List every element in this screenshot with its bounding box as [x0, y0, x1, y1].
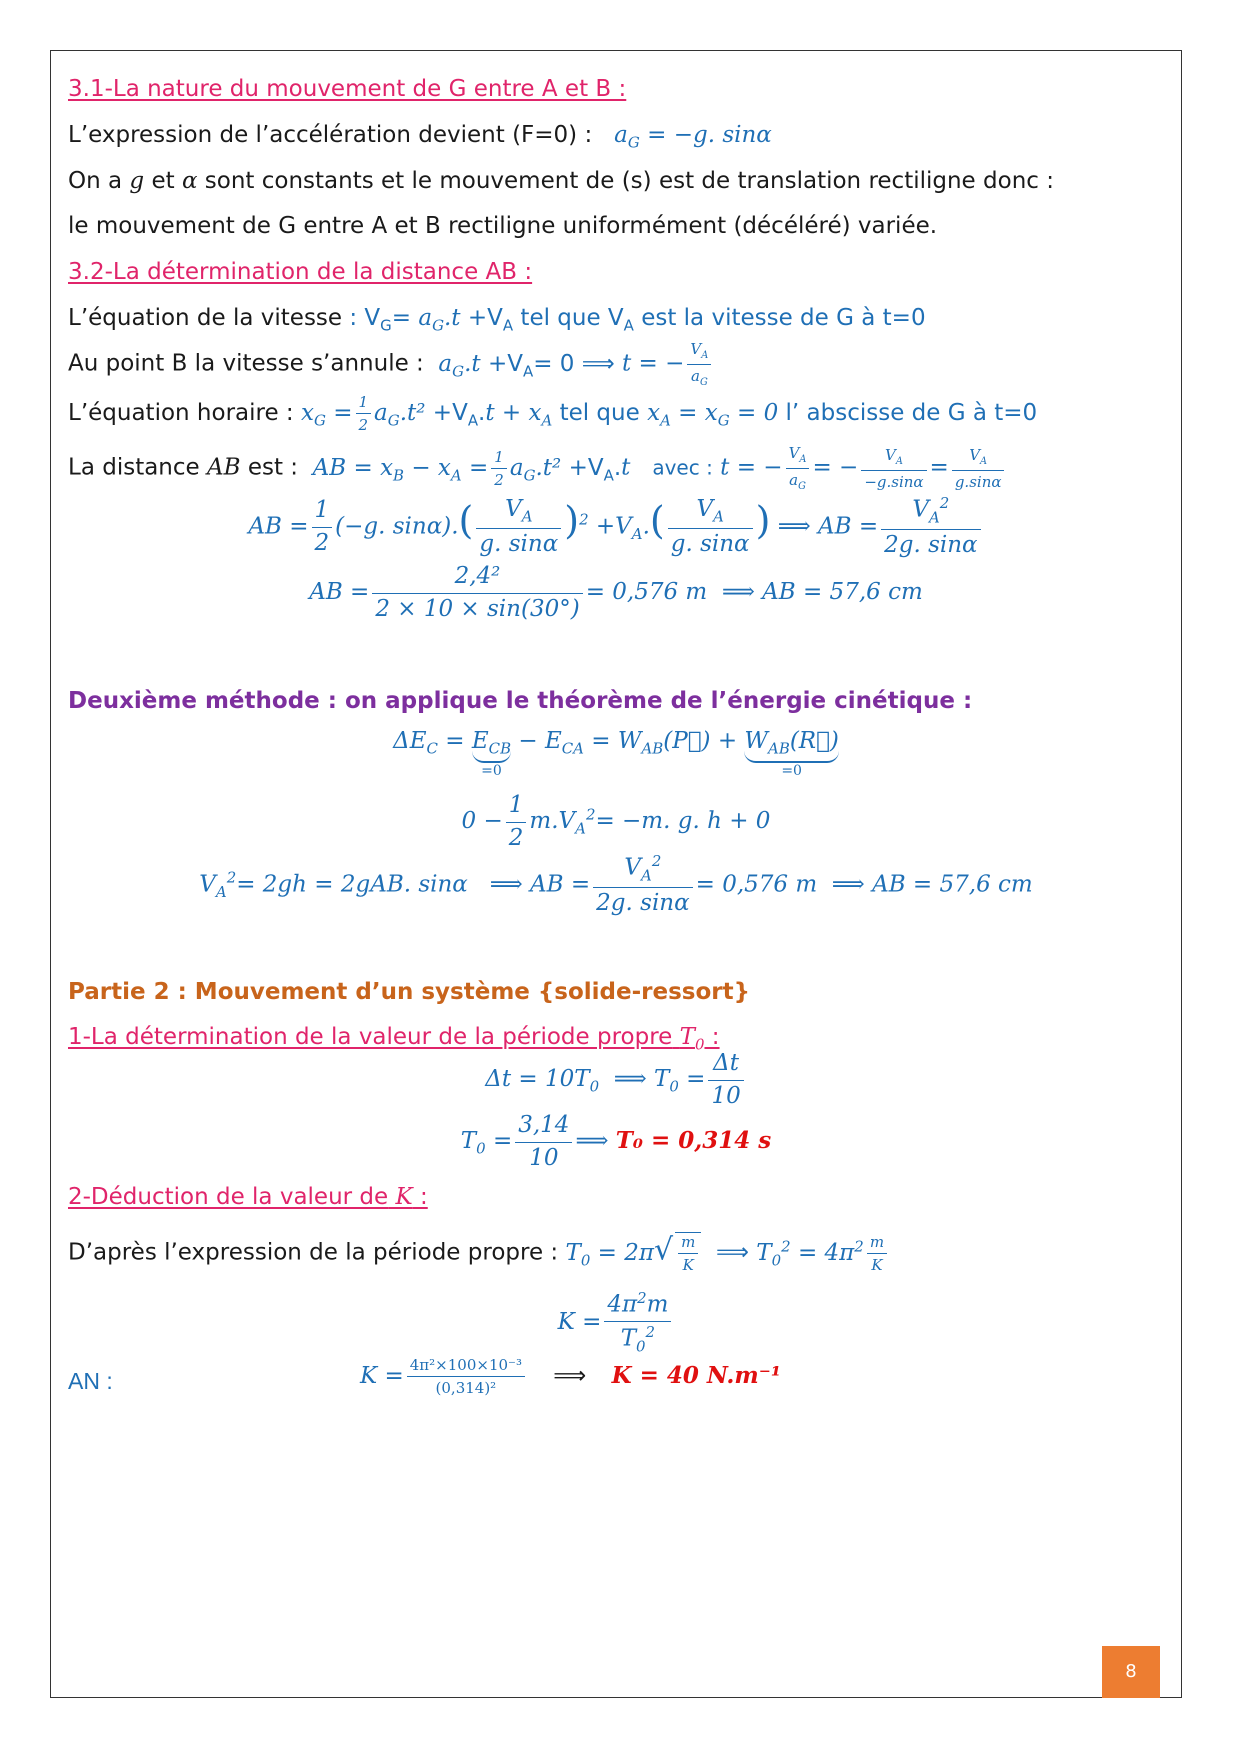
k-numeric-line: K = $\frac{\text{4π²×100×10⁻³}}{\text{(0,314)²}}$ ⟹ K = 40 N.m⁻¹ [360, 1356, 781, 1397]
zero-label-1: =0 [481, 762, 502, 779]
velocity-equation-text: L’équation de la vitesse [68, 305, 343, 331]
velocity-end: est la vitesse de G à t=0 [641, 305, 926, 331]
method2-title: Deuxième méthode : on applique le théorème de l’énergie cinétique : [68, 688, 973, 714]
point-b-line: Au point B la vitesse s’annule : $a_G.t +V_A= 0$ ⟹ t = − $\frac{V_A}{a_G}$ [68, 340, 714, 388]
ab-numeric-formula: AB = $\frac{\text{2,4²}}{2 \times 10 \times \sin(30^\circ)}$ = 0,576 m ⟹ AB = 57,6 cm [309, 563, 923, 622]
horaire-text: L’équation horaire : [68, 400, 294, 426]
k-denominator: (0,314)² [435, 1379, 497, 1397]
constants-text-b: et [151, 168, 175, 194]
partie2-title: Partie 2 : Mouvement d’un système {solide-ressort} [68, 979, 750, 1005]
distance-text: La distance [68, 454, 200, 481]
period-relation: $\Delta t = 10T_0$ ⟹ $T_0$ = $\frac{\Delta t}{10}$ [50, 1050, 1182, 1110]
k-value: K = 40 N.m⁻¹ [611, 1362, 781, 1389]
section-p2-1-title: 1-La détermination de la valeur de la période propre $T_0$ : [68, 1024, 720, 1054]
acceleration-formula: $a_G = -g$. sinα [614, 122, 772, 152]
t0-denominator: 10 [529, 1144, 559, 1171]
velocity-equation-line: L’équation de la vitesse : $V_G= a_G.t +V_A$ tel que $V_A$ est la vitesse de G à t=0 [68, 305, 926, 335]
dapres-line: D’après l’expression de la période propre : $T_0 = 2\pi√$ $\frac{m}{K}$ ⟹ $T_0^2 = 4\pi^2$ $\frac{m}{K}$ [68, 1232, 890, 1274]
distance-est: est : [247, 454, 299, 481]
ab-result-1: = 0,576 m [585, 579, 708, 606]
acceleration-text: L’expression de l’accélération devient (F=0) : [68, 122, 593, 148]
t0-numerator: 3,14 [515, 1112, 572, 1143]
section-3-1-title: 3.1-La nature du mouvement de G entre A et B : [68, 76, 627, 102]
k-formula: K = $\frac{4\pi^2m}{T_0^2}$ [50, 1290, 1182, 1356]
energy-equation: 0 − $\frac{1}{2}$ $m.V_A^2= -m$. g. h + 0 [461, 792, 771, 851]
energy-theorem-formula: $\Delta E_C$ = $E_{CB}$ =0 − $E_{CA}$ = $W_{AB}(P⃗)$ + $W_{AB}(R⃗)$ =0 [393, 728, 839, 779]
distance-line: La distance AB est : AB = $x_B - x_A$ = $\frac{1}{2}$ $a_G.t^2 +V_A.t$ avec : t = − $\frac{V_A}{a_G}$ = − $\frac{V_A}{-g.\sin\alpha}$ = $\frac{V_A}{g.\sin\alpha}$ [68, 444, 1007, 492]
horaire-line: L’équation horaire : $x_G$ = $\frac{1}{2}$ $a_G.t^2 +V_A.t + x_A$ tel que $x_A = x_G = 0$ l’ abscisse de G à t=0 [68, 393, 1038, 434]
energy-result: $V_A^2= 2gh = 2gAB$. sinα ⟹ AB = $\frac{V_A^2}{2g. \sin\alpha}$ = 0,576 m ⟹ AB = 57,6 cm [199, 852, 1033, 917]
an-label: AN : [68, 1368, 113, 1394]
page-number: 8 [1102, 1646, 1160, 1698]
velocity-suffix: tel que V [520, 305, 624, 331]
dapres-text: D’après l’expression de la période propre : [68, 1239, 559, 1266]
zero-label-2: =0 [781, 762, 802, 779]
constants-text-c: sont constants et le mouvement de (s) est de translation rectiligne donc : [204, 168, 1054, 194]
acceleration-line [68, 122, 772, 153]
period-result: $T_0$ = $\frac{3,14}{10}$ ⟹ T₀ = 0,314 s [460, 1112, 772, 1171]
avec-text: avec : [652, 455, 713, 480]
horaire-mid: tel que [559, 400, 640, 426]
horaire-end: l’ abscisse de G à t=0 [785, 400, 1038, 426]
t0-value: T₀ = 0,314 s [615, 1127, 772, 1155]
section-3-2-title: 3.2-La détermination de la distance AB : [68, 259, 533, 285]
ab-result-2: AB = 57,6 cm [762, 579, 923, 606]
ab-derivation-formula: AB = $\frac{1}{2}$ (−g. sinα).( $\frac{V_A}{g. \sin\alpha}$ )$^2 +V_A$.( $\frac{V_A}{g. \sin\alpha}$ ) ⟹ AB = $\frac{V_A^2}{2g. \sin\alpha}$ [50, 495, 1182, 560]
ab-numerator: 2,4² [372, 563, 582, 594]
k-numerator: 4π²×100×10⁻³ [407, 1356, 525, 1377]
constants-line [68, 168, 1054, 196]
p2-1-text: 1-La détermination de la valeur de la période propre [68, 1024, 673, 1050]
movement-conclusion: le mouvement de G entre A et B rectiligne uniformément (décéléré) variée. [68, 213, 938, 239]
constants-text-a: On a [68, 168, 123, 194]
alpha-symbol: α [181, 168, 198, 194]
point-b-text: Au point B la vitesse s’annule : [68, 350, 424, 377]
section-p2-2-title: 2-Déduction de la valeur de K : [68, 1184, 428, 1210]
ab-denominator: 2 × 10 × sin(30°) [375, 595, 580, 622]
p2-2-text: 2-Déduction de la valeur de [68, 1184, 389, 1210]
g-symbol: g [129, 168, 145, 194]
